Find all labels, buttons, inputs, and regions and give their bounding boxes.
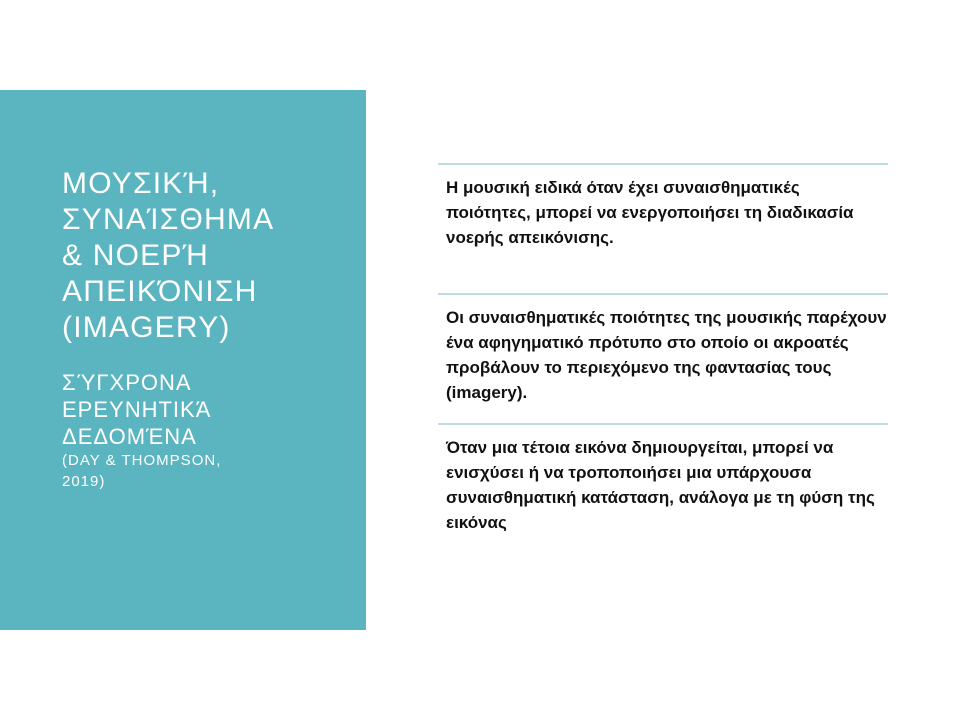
title-line: & ΝΟΕΡΉ [62, 239, 209, 272]
slide-title [62, 166, 352, 346]
slide-subtitle [62, 369, 352, 492]
title-line: ΣΥΝΑΊΣΘΗΜΑ [62, 203, 275, 236]
bullet-list [438, 163, 888, 543]
bullet-item: Όταν μια τέτοια εικόνα δημιουργείται, μπορεί να ενισχύσει ή να τροποποιήσει μια υπάρχουσα συναισθηματική κατάσταση, ανάλογα με τη φύση της εικόνας [438, 423, 888, 543]
title-line: ΜΟΥΣΙΚΉ, [62, 167, 220, 200]
bullet-item: Η μουσική ειδικά όταν έχει συναισθηματικές ποιότητες, μπορεί να ενεργοποιήσει τη διαδικασία νοερής απεικόνισης. [438, 163, 888, 293]
subtitle-line: ΕΡΕΥΝΗΤΙΚΆ [62, 397, 212, 422]
subtitle-line: ΣΎΓΧΡΟΝΑ [62, 370, 192, 395]
title-block [62, 166, 352, 492]
title-line: (IMAGERY) [62, 311, 231, 344]
bullet-item: Οι συναισθηματικές ποιότητες της μουσικής παρέχουν ένα αφηγηματικό πρότυπο στο οποίο οι ακροατές προβάλουν το περιεχόμενο της φαντασίας τους (imagery). [438, 293, 888, 423]
title-line: ΑΠΕΙΚΌΝΙΣΗ [62, 275, 258, 308]
subtitle-line: ΔΕΔΟΜΈΝΑ [62, 424, 197, 449]
citation-line: (DAY & THOMPSON, [62, 452, 222, 469]
citation-line: 2019) [62, 473, 106, 490]
